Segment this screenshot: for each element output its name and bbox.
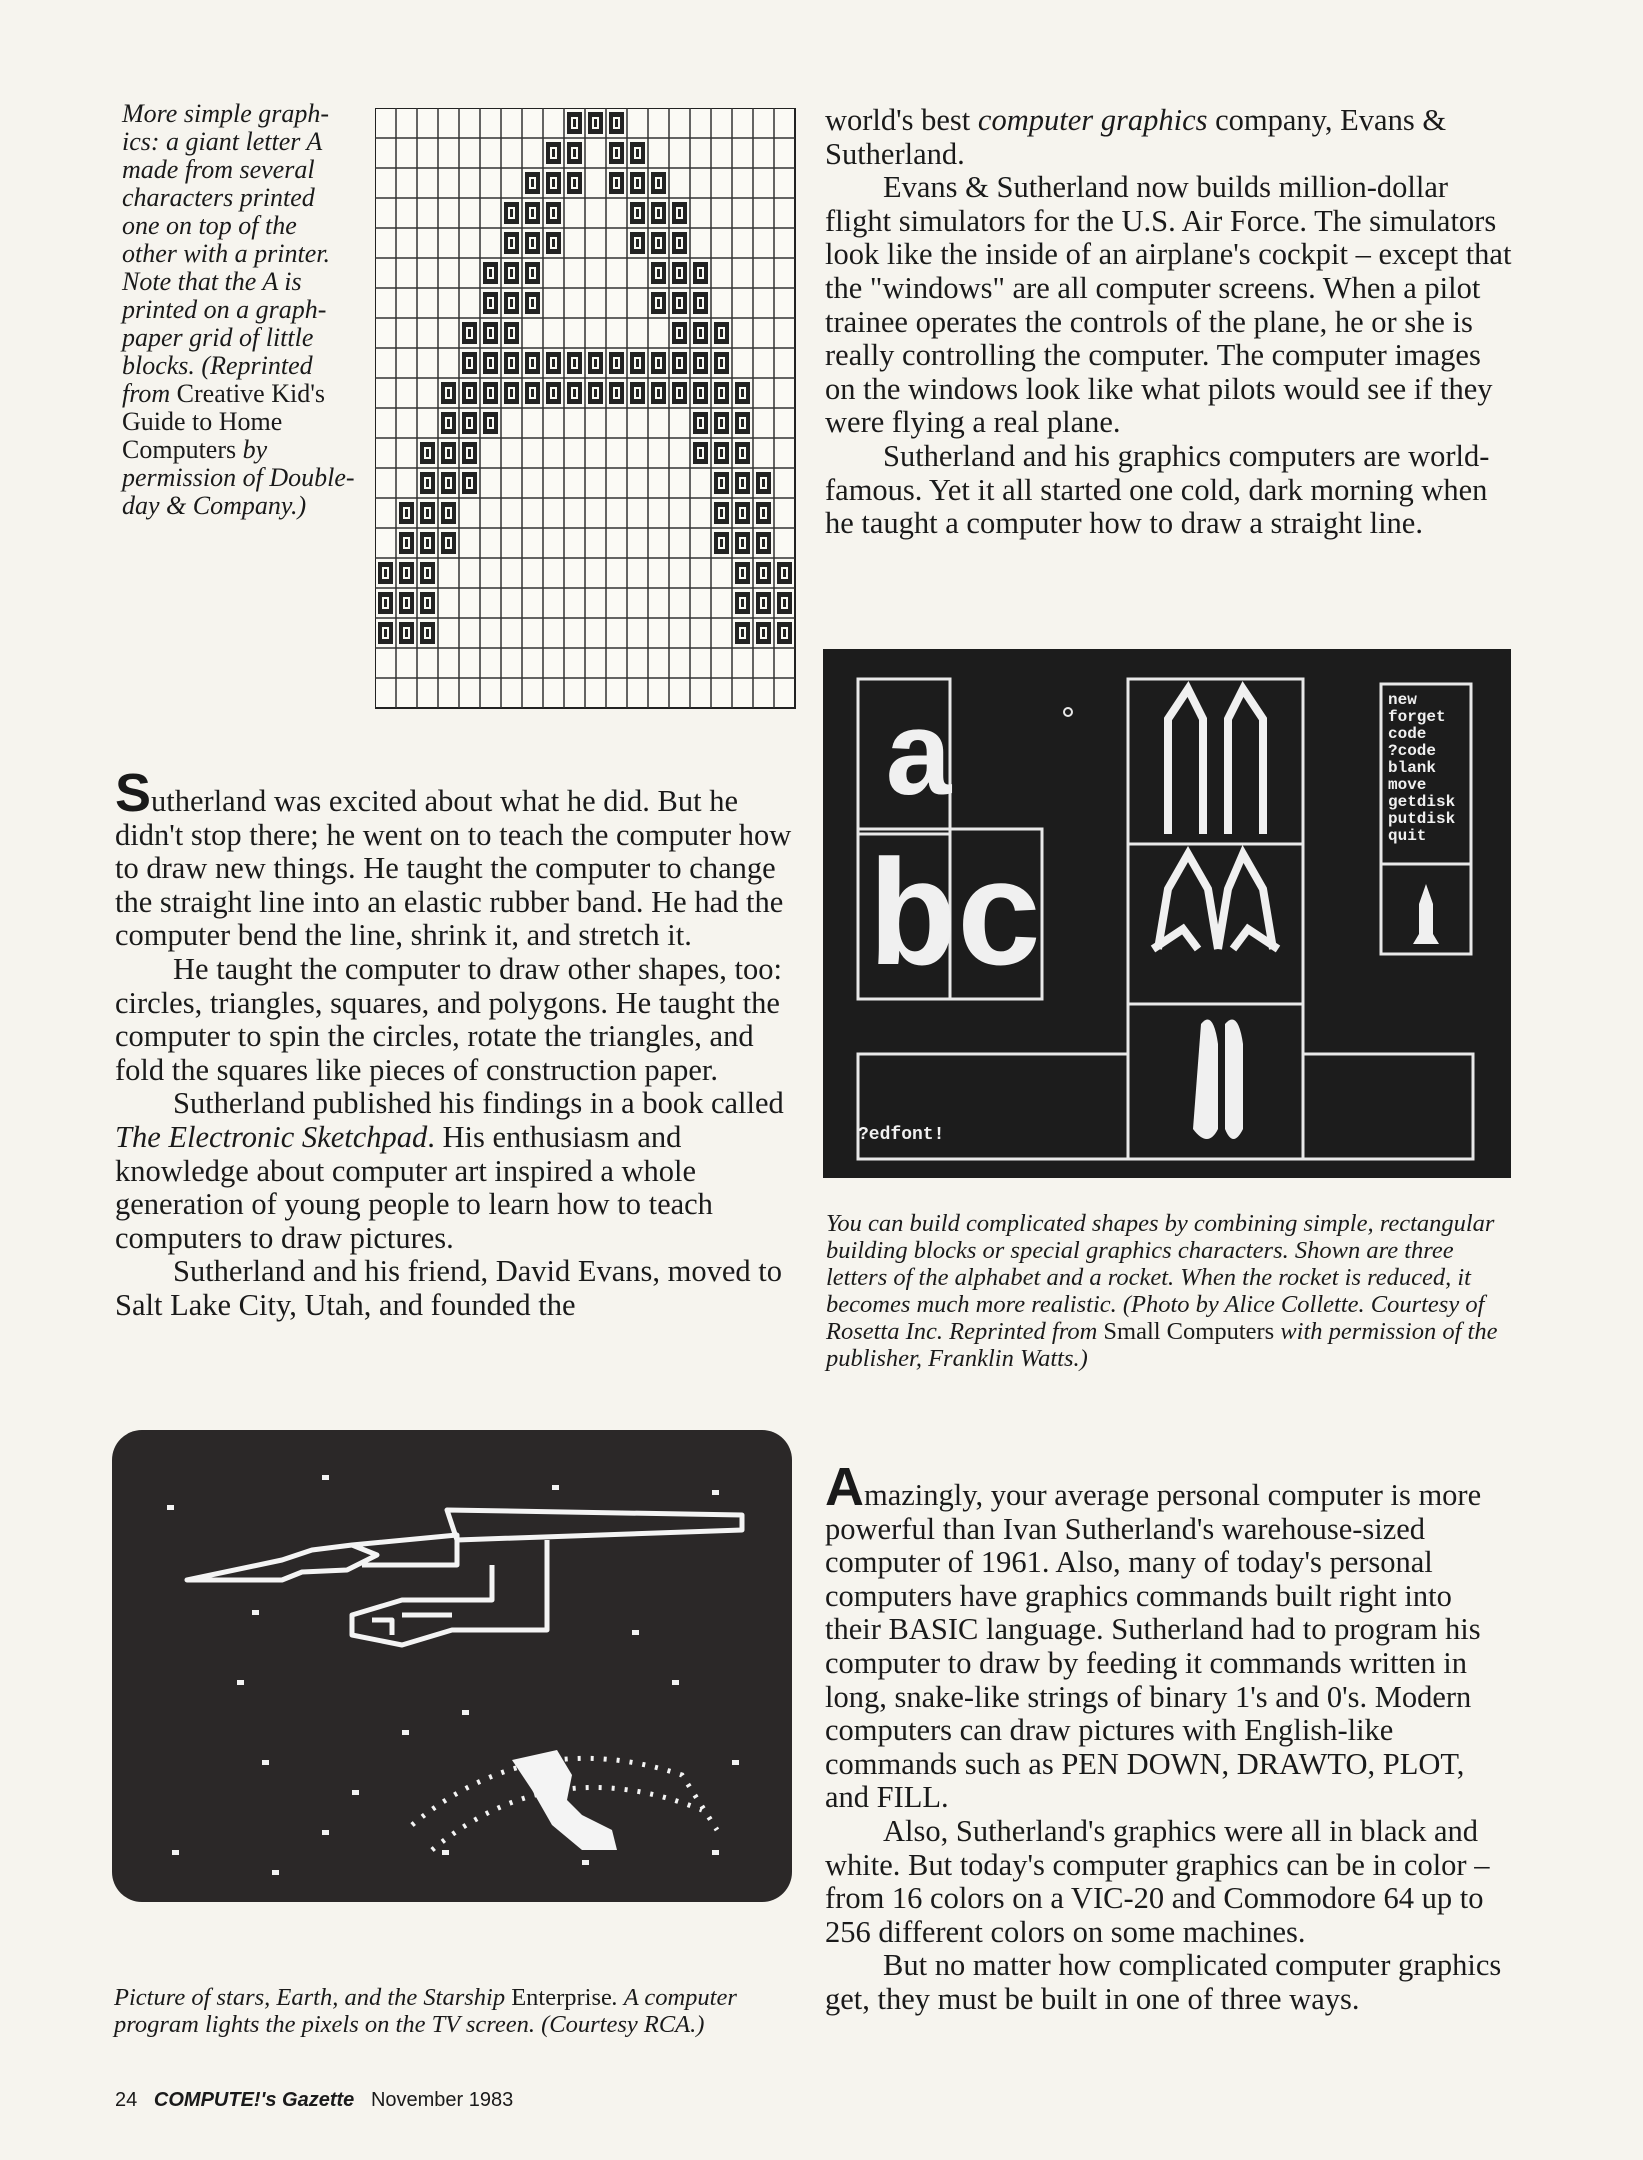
cell-mark xyxy=(783,629,786,637)
cell-mark xyxy=(678,239,681,247)
menu-item-code: ?code xyxy=(1388,742,1437,760)
cursor-dot xyxy=(1064,708,1072,716)
cell-mark xyxy=(426,509,429,517)
cell-mark xyxy=(552,149,555,157)
cell-mark xyxy=(636,179,639,187)
cell-mark xyxy=(489,419,492,427)
rocket-icon xyxy=(1153,689,1278,949)
cell-mark xyxy=(699,329,702,337)
cell-mark xyxy=(720,419,723,427)
page-number: 24 xyxy=(115,2089,138,2111)
cell-mark xyxy=(405,509,408,517)
cell-mark xyxy=(699,269,702,277)
grid-figure-caption: More simple graph- ics: a giant letter A made from several characters printed one on top of the other with a printer. Note that the A is printed on a graph- paper grid of little blocks. (Reprinted from Creative Kid's Guide to Home Computers by permission of Double- day & Company.) xyxy=(122,99,355,520)
cell-mark xyxy=(447,539,450,547)
star xyxy=(712,1850,719,1855)
article-column-right-top xyxy=(825,104,1515,541)
cell-mark xyxy=(636,359,639,367)
font-editor-photo xyxy=(823,649,1511,1178)
cell-mark xyxy=(426,599,429,607)
cell-mark xyxy=(615,149,618,157)
cell-mark xyxy=(594,119,597,127)
cell-mark xyxy=(573,389,576,397)
cell-mark xyxy=(741,389,744,397)
cell-mark xyxy=(762,479,765,487)
star xyxy=(632,1630,639,1635)
cell-mark xyxy=(678,269,681,277)
cell-mark xyxy=(510,269,513,277)
cell-mark xyxy=(447,479,450,487)
cell-mark xyxy=(426,539,429,547)
paragraph: But no matter how complicated computer graphics get, they must be built in one of three ways. xyxy=(825,1948,1502,2016)
cell-mark xyxy=(699,359,702,367)
cell-mark xyxy=(384,599,387,607)
star xyxy=(732,1760,739,1765)
font-photo-caption: You can build complicated shapes by combining simple, rectangular building blocks or special graphics characters. Shown are three letters of the alphabet and a rocket. When the rocket is reduced, it becomes much more realistic. (Photo by Alice Collette. Courtesy of Rosetta Inc. Reprinted from Small Computers with permission of the publisher, Franklin Watts.) xyxy=(826,1210,1498,1372)
article-column-left xyxy=(115,763,805,1323)
drop-cap: A xyxy=(825,1457,864,1517)
cell-mark xyxy=(699,389,702,397)
star xyxy=(402,1730,409,1735)
paragraph: world's best computer graphics company, Evans & Sutherland. xyxy=(825,103,1447,171)
cell-mark xyxy=(720,479,723,487)
paragraph: Amazingly, your average personal computer is more powerful than Ivan Sutherland's warehouse-sized computer of 1961. Also, many of today's personal computers have graphics commands built right into their BASIC language. Sutherland had to program his computer to draw by feeding it commands written in long, snake-like strings of binary 1's and 0's. Modern computers can draw pictures with English-like commands such as PEN DOWN, DRAWTO, PLOT, and FILL. xyxy=(825,1457,1482,1815)
cell-mark xyxy=(741,449,744,457)
cell-mark xyxy=(510,389,513,397)
cell-mark xyxy=(468,419,471,427)
paragraph: Sutherland and his graphics computers are world-famous. Yet it all started one cold, dark morning when he taught a computer how to draw a straight line. xyxy=(825,438,1490,541)
paragraph: He taught the computer to draw other shapes, too: circles, triangles, squares, and polygons. He taught the computer to spin the circles, rotate the triangles, and fold the squares like pieces of construction paper. xyxy=(115,951,782,1087)
cell-mark xyxy=(510,299,513,307)
editor-prompt: ?edfont! xyxy=(858,1125,945,1145)
cell-mark xyxy=(720,389,723,397)
paragraph: Evans & Sutherland now builds million-dollar flight simulators for the U.S. Air Force. The simulators look like the inside of an airplane's cockpit – except that the "windows" are all computer screens. When a pilot trainee operates the controls of the plane, he or she is really controlling the computer. The computer images on the windows look like what pilots would see if they were flying a real plane. xyxy=(825,170,1512,440)
star xyxy=(462,1710,469,1715)
cell-mark xyxy=(594,389,597,397)
cell-mark xyxy=(405,599,408,607)
menu-item-getdisk: getdisk xyxy=(1388,793,1456,811)
issue-date: November 1983 xyxy=(370,2089,514,2111)
starship-enterprise-photo xyxy=(112,1430,792,1902)
cell-mark xyxy=(468,359,471,367)
cell-mark xyxy=(741,419,744,427)
rocket-body-icon xyxy=(1193,1020,1243,1140)
cell-mark xyxy=(615,119,618,127)
cell-mark xyxy=(489,389,492,397)
star xyxy=(352,1790,359,1795)
article-column-right-bottom xyxy=(825,1457,1515,2017)
cell-mark xyxy=(531,209,534,217)
cell-mark xyxy=(678,359,681,367)
cell-mark xyxy=(678,329,681,337)
font-editor-screen xyxy=(823,649,1511,1178)
star xyxy=(272,1870,279,1875)
menu-item-putdisk: putdisk xyxy=(1388,810,1456,828)
cell-mark xyxy=(657,269,660,277)
cell-mark xyxy=(426,449,429,457)
menu-item-move: move xyxy=(1388,776,1427,794)
star xyxy=(582,1860,589,1865)
cell-mark xyxy=(447,509,450,517)
cell-mark xyxy=(678,209,681,217)
letter-a-glyph: a xyxy=(883,695,956,831)
paragraph: Also, Sutherland's graphics were all in black and white. But today's computer graphics can be in color – from 16 colors on a VIC-20 and Commodore 64 up to 256 different colors on some machines. xyxy=(825,1813,1490,1949)
cell-mark xyxy=(699,449,702,457)
cell-mark xyxy=(657,299,660,307)
earth-continents xyxy=(512,1750,617,1850)
star xyxy=(442,1850,449,1855)
cell-mark xyxy=(720,509,723,517)
menu-item-quit: quit xyxy=(1388,827,1427,845)
cell-mark xyxy=(741,569,744,577)
cell-mark xyxy=(531,239,534,247)
cell-mark xyxy=(741,599,744,607)
star xyxy=(262,1760,269,1765)
cell-mark xyxy=(573,149,576,157)
cell-mark xyxy=(636,389,639,397)
star xyxy=(237,1680,244,1685)
publication-name: COMPUTE!'s Gazette xyxy=(153,2089,355,2111)
cell-mark xyxy=(405,569,408,577)
cell-mark xyxy=(657,389,660,397)
cell-mark xyxy=(720,449,723,457)
cell-mark xyxy=(741,509,744,517)
cell-mark xyxy=(636,239,639,247)
menu-item-blank: blank xyxy=(1388,759,1437,777)
star xyxy=(552,1485,559,1490)
paragraph: Sutherland published his findings in a book called The Electronic Sketchpad. His enthusiasm and knowledge about computer art inspired a whole generation of young people to learn how to teach computers to draw pictures. xyxy=(115,1086,784,1255)
cell-mark xyxy=(762,539,765,547)
cell-mark xyxy=(615,359,618,367)
starship-photo-caption: Picture of stars, Earth, and the Starship Enterprise. A computer program lights the pixels on the TV screen. (Courtesy RCA.) xyxy=(114,1984,737,2038)
page-footer xyxy=(115,2089,513,2112)
cell-mark xyxy=(531,359,534,367)
cell-mark xyxy=(489,359,492,367)
cell-mark xyxy=(741,539,744,547)
letter-a-grid-figure xyxy=(375,108,800,713)
star xyxy=(172,1850,179,1855)
cell-mark xyxy=(762,569,765,577)
letter-b-glyph: b xyxy=(868,840,959,1010)
cell-mark xyxy=(615,179,618,187)
cell-mark xyxy=(447,449,450,457)
menu-item-forget: forget xyxy=(1388,708,1446,726)
cell-mark xyxy=(510,239,513,247)
cell-mark xyxy=(657,179,660,187)
cell-mark xyxy=(405,629,408,637)
star xyxy=(252,1610,259,1615)
cell-mark xyxy=(468,329,471,337)
cell-mark xyxy=(615,389,618,397)
tv-screen-graphic xyxy=(112,1430,792,1902)
cell-mark xyxy=(573,119,576,127)
cell-mark xyxy=(426,629,429,637)
drop-cap: S xyxy=(115,763,152,823)
cell-mark xyxy=(783,599,786,607)
cell-mark xyxy=(762,599,765,607)
cell-mark xyxy=(384,569,387,577)
star xyxy=(322,1830,329,1835)
cell-mark xyxy=(531,299,534,307)
cell-mark xyxy=(552,179,555,187)
star xyxy=(712,1490,719,1495)
cell-mark xyxy=(636,149,639,157)
cell-mark xyxy=(531,179,534,187)
star xyxy=(322,1475,329,1480)
cell-mark xyxy=(657,239,660,247)
cell-mark xyxy=(426,569,429,577)
paragraph: Sutherland was excited about what he did. But he didn't stop there; he went on to teach the computer how to draw new things. He taught the computer to change the straight line into an elastic rubber band. He had the computer bend the line, shrink it, and stretch it. xyxy=(115,763,792,953)
cell-mark xyxy=(573,359,576,367)
cell-mark xyxy=(510,359,513,367)
cell-mark xyxy=(552,359,555,367)
cell-mark xyxy=(741,479,744,487)
cell-mark xyxy=(741,629,744,637)
menu-item-code: code xyxy=(1388,725,1427,743)
cell-mark xyxy=(405,539,408,547)
cell-mark xyxy=(762,629,765,637)
cell-mark xyxy=(489,269,492,277)
cell-mark xyxy=(573,179,576,187)
paragraph: Sutherland and his friend, David Evans, moved to Salt Lake City, Utah, and founded the xyxy=(115,1254,783,1322)
cell-mark xyxy=(552,389,555,397)
star xyxy=(167,1505,174,1510)
cell-mark xyxy=(489,329,492,337)
menu-item-new: new xyxy=(1388,691,1417,709)
star xyxy=(672,1680,679,1685)
cell-mark xyxy=(531,269,534,277)
cell-mark xyxy=(678,389,681,397)
cell-mark xyxy=(657,359,660,367)
cell-mark xyxy=(720,539,723,547)
cell-mark xyxy=(468,449,471,457)
cell-mark xyxy=(510,329,513,337)
editor-command-menu xyxy=(1388,691,1456,845)
cell-mark xyxy=(468,479,471,487)
cell-mark xyxy=(657,209,660,217)
cell-mark xyxy=(384,629,387,637)
cell-mark xyxy=(468,389,471,397)
cell-mark xyxy=(720,329,723,337)
cell-mark xyxy=(720,359,723,367)
letter-c-glyph: c xyxy=(955,840,1046,1010)
cell-mark xyxy=(531,389,534,397)
cell-mark xyxy=(447,389,450,397)
cell-mark xyxy=(447,419,450,427)
cell-mark xyxy=(510,209,513,217)
cell-mark xyxy=(699,419,702,427)
cell-mark xyxy=(762,509,765,517)
starship-enterprise xyxy=(187,1510,742,1645)
cell-mark xyxy=(552,239,555,247)
cell-mark xyxy=(489,299,492,307)
cell-mark xyxy=(426,479,429,487)
cell-mark xyxy=(552,209,555,217)
cell-mark xyxy=(783,569,786,577)
cell-mark xyxy=(594,359,597,367)
cell-mark xyxy=(699,299,702,307)
cell-mark xyxy=(636,209,639,217)
small-rocket-icon xyxy=(1413,884,1439,944)
cell-mark xyxy=(678,299,681,307)
